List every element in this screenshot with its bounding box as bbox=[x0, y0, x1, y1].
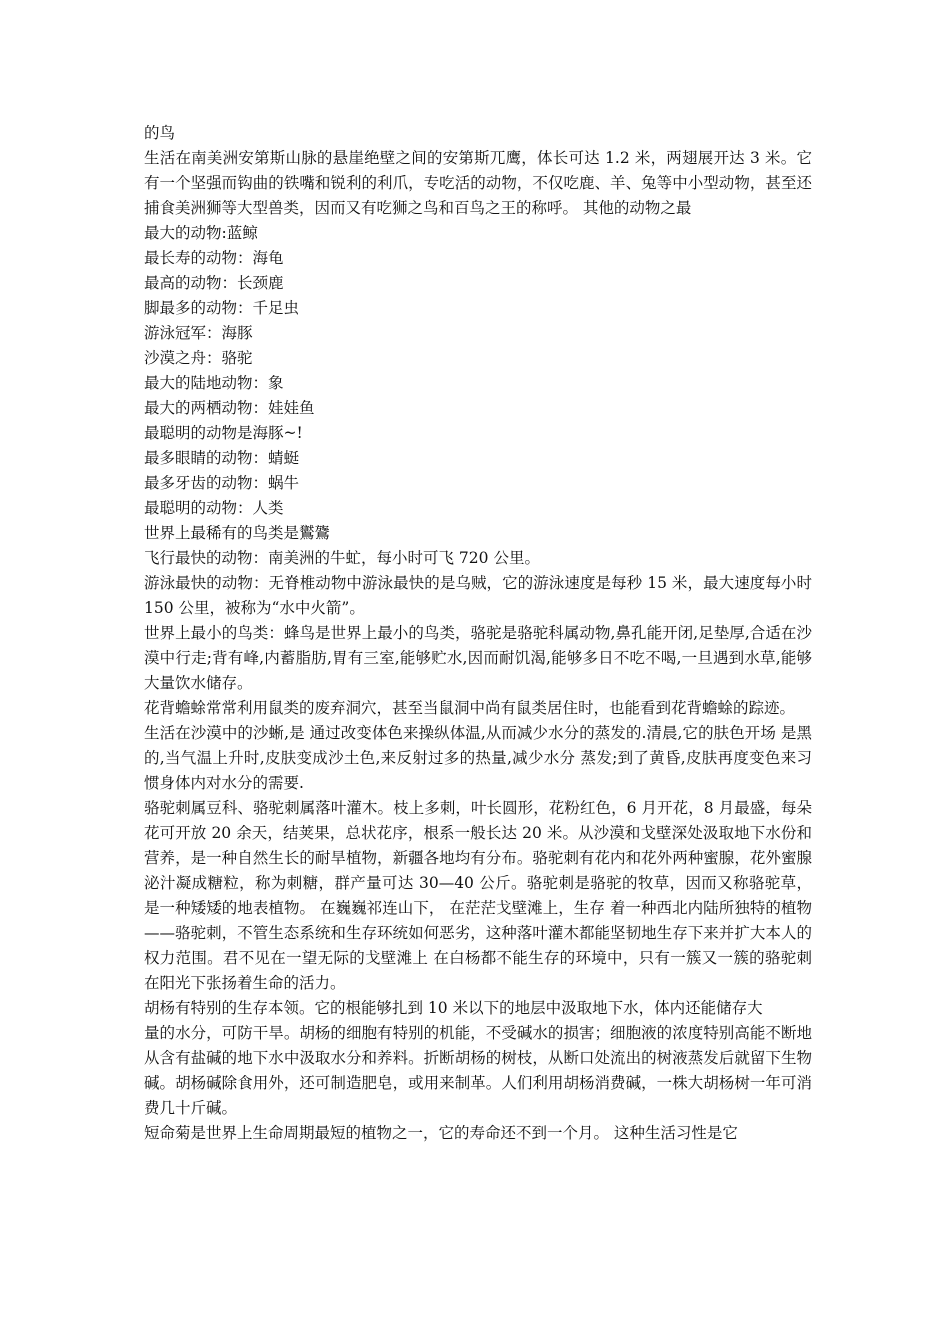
list-item: 最多牙齿的动物：蜗牛 bbox=[144, 474, 300, 492]
paragraph: 世界上最小的鸟类：蜂鸟是世界上最小的鸟类，骆驼是骆驼科属动物,鼻孔能开闭,足垫厚,合适在沙漠中行走;背有峰,内蓄脂肪,胃有三室,能够贮水,因而耐饥渴,能够多日不吃不喝,一旦遇到水草,能够大量饮水储存。 bbox=[144, 624, 812, 692]
paragraph: 量的水分，可防干旱。胡杨的细胞有特别的机能，不受碱水的损害；细胞液的浓度特别高能不断地从含有盐碱的地下水中汲取水分和养料。折断胡杨的树枝，从断口处流出的树液蒸发后就留下生物碱。胡杨碱除食用外，还可制造肥皂，或用来制革。人们利用胡杨消费碱，一株大胡杨树一年可消费几十斤碱。 bbox=[144, 1024, 812, 1117]
list-item: 最高的动物：长颈鹿 bbox=[144, 274, 284, 292]
paragraph: 生活在沙漠中的沙蜥,是 通过改变体色来操纵体温,从而减少水分的蒸发的.清晨,它的肤色开场 是黑的,当气温上升时,皮肤变成沙土色,来反射过多的热量,减少水分 蒸发;到了黄昏,皮肤再度变色来习惯身体内对水分的需要. bbox=[144, 724, 812, 792]
list-item: 游泳冠军：海豚 bbox=[144, 324, 253, 342]
paragraph: 生活在南美洲安第斯山脉的悬崖绝壁之间的安第斯兀鹰，体长可达 1.2 米，两翅展开达 3 米。它有一个坚强而钩曲的铁嘴和锐利的利爪，专吃活的动物，不仅吃鹿、羊、兔等中小型动物，甚至还捕食美洲狮等大型兽类，因而又有吃狮之鸟和百鸟之王的称呼。 其他的动物之最 bbox=[144, 149, 812, 217]
paragraph: 花背蟾蜍常常利用鼠类的废弃洞穴，甚至当鼠洞中尚有鼠类居住时，也能看到花背蟾蜍的踪迹。 bbox=[144, 699, 796, 717]
paragraph: 短命菊是世界上生命周期最短的植物之一，它的寿命还不到一个月。 这种生活习性是它 bbox=[144, 1124, 738, 1142]
list-item: 最大的动物:蓝鲸 bbox=[144, 224, 258, 242]
list-item: 最多眼睛的动物：蜻蜓 bbox=[144, 449, 300, 467]
list-item: 飞行最快的动物：南美洲的牛虻，每小时可飞 720 公里。 bbox=[144, 549, 540, 567]
paragraph: 游泳最快的动物：无脊椎动物中游泳最快的是乌贼，它的游泳速度是每秒 15 米，最大速度每小时 150 公里，被称为“水中火箭”。 bbox=[144, 574, 812, 617]
list-item: 沙漠之舟：骆驼 bbox=[144, 349, 253, 367]
list-item: 最长寿的动物：海龟 bbox=[144, 249, 284, 267]
list-item: 世界上最稀有的鸟类是鸑鷟 bbox=[144, 524, 331, 542]
list-item: 最大的陆地动物：象 bbox=[144, 374, 284, 392]
list-item: 最大的两栖动物：娃娃鱼 bbox=[144, 399, 315, 417]
paragraph: 骆驼刺属豆科、骆驼刺属落叶灌木。枝上多刺，叶长圆形，花粉红色，6 月开花，8 月最盛，每朵花可开放 20 余天，结荚果，总状花序，根系一般长达 20 米。从沙漠和戈壁深处汲取地下水份和营养，是一种自然生长的耐旱植物，新疆各地均有分布。骆驼刺有花内和花外两种蜜腺，花外蜜腺泌汁凝成糖粒，称为刺糖，群产量可达 30—40 公斤。骆驼刺是骆驼的牧草，因而又称骆驼草，是一种矮矮的地表植物。 在巍巍祁连山下， 在茫茫戈壁滩上，生存 着一种西北内陆所独特的植物——骆驼刺，不管生态系统和生存环统如何恶劣，这种落叶灌木都能坚韧地生存下来并扩大本人的权力范围。君不见在一望无际的戈壁滩上 在白杨都不能生存的环境中，只有一簇又一簇的骆驼刺在阳光下张扬着生命的活力。 bbox=[144, 799, 812, 992]
document-body bbox=[144, 121, 812, 1146]
paragraph: 胡杨有特别的生存本领。它的根能够扎到 10 米以下的地层中汲取地下水，体内还能储存大 bbox=[144, 999, 763, 1017]
list-item: 最聪明的动物是海豚~! bbox=[144, 424, 303, 442]
list-item: 最聪明的动物：人类 bbox=[144, 499, 284, 517]
paragraph: 的鸟 bbox=[144, 124, 176, 142]
list-item: 脚最多的动物：千足虫 bbox=[144, 299, 300, 317]
